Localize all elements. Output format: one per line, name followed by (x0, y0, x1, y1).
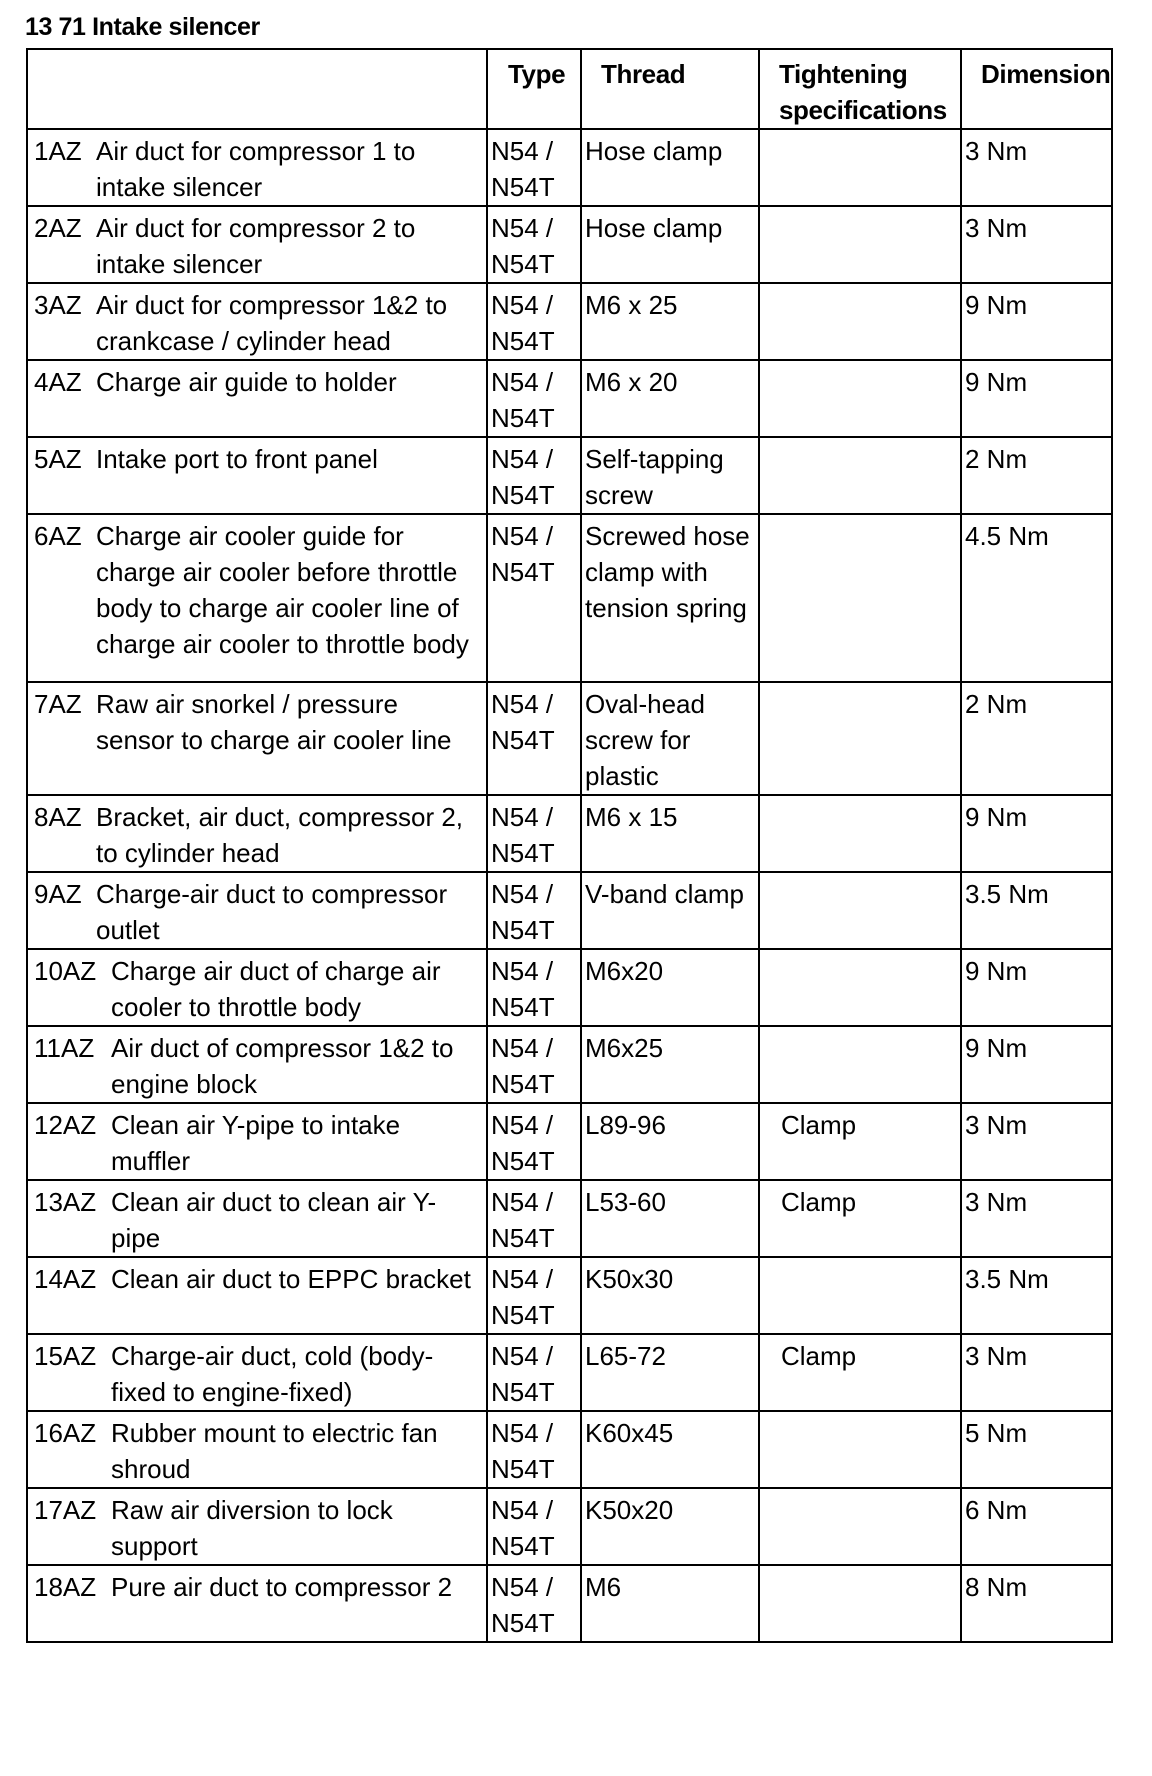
thread-cell: M6 x 25 (581, 283, 759, 360)
tightening-cell (759, 514, 961, 682)
description-cell (27, 283, 487, 360)
type-cell: N54 / N54T (487, 1334, 581, 1411)
dimension-cell: 8 Nm (961, 1565, 1112, 1642)
dimension-cell: 9 Nm (961, 360, 1112, 437)
table-row (27, 283, 1112, 360)
tightening-cell (759, 1565, 961, 1642)
item-description: Charge-air duct to compressor outlet (96, 879, 448, 945)
description-cell (27, 514, 487, 682)
table-row (27, 949, 1112, 1026)
item-ref: 1AZ (34, 136, 82, 166)
type-cell: N54 / N54T (487, 1180, 581, 1257)
type-cell: N54 / N54T (487, 514, 581, 682)
tightening-cell (759, 206, 961, 283)
type-cell: N54 / N54T (487, 795, 581, 872)
description-cell (27, 1026, 487, 1103)
description-cell (27, 1488, 487, 1565)
type-cell: N54 / N54T (487, 1488, 581, 1565)
item-ref: 9AZ (34, 879, 82, 909)
item-description: Air duct for compressor 1&2 to crankcase / cylinder head (96, 290, 448, 356)
item-description: Pure air duct to compressor 2 (111, 1572, 453, 1602)
header-type: Type (487, 49, 581, 129)
item-description: Air duct for compressor 2 to intake silencer (96, 213, 416, 279)
tightening-cell (759, 283, 961, 360)
item-ref: 6AZ (34, 521, 82, 551)
dimension-cell: 9 Nm (961, 795, 1112, 872)
dimension-cell: 3.5 Nm (961, 872, 1112, 949)
tightening-cell (759, 1103, 961, 1180)
dimension-cell: 3 Nm (961, 206, 1112, 283)
tightening-cell (759, 129, 961, 206)
header-description (27, 49, 487, 129)
dimension-cell: 5 Nm (961, 1411, 1112, 1488)
tightening-cell (759, 1257, 961, 1334)
dimension-cell: 3.5 Nm (961, 1257, 1112, 1334)
table-row (27, 1103, 1112, 1180)
description-cell (27, 682, 487, 795)
item-description: Rubber mount to electric fan shroud (111, 1418, 438, 1484)
item-ref: 17AZ (34, 1495, 97, 1525)
tightening-cell (759, 1026, 961, 1103)
tightening-cell (759, 1180, 961, 1257)
item-description: Charge-air duct, cold (body-fixed to engine-fixed) (111, 1341, 434, 1407)
thread-cell: K50x20 (581, 1488, 759, 1565)
thread-cell: Oval-head screw for plastic (581, 682, 759, 795)
item-ref: 3AZ (34, 290, 82, 320)
dimension-cell: 3 Nm (961, 129, 1112, 206)
thread-cell: M6 x 20 (581, 360, 759, 437)
type-cell: N54 / N54T (487, 129, 581, 206)
description-cell (27, 437, 487, 514)
thread-cell: L65-72 (581, 1334, 759, 1411)
table-row (27, 514, 1112, 682)
type-cell: N54 / N54T (487, 1103, 581, 1180)
table-row (27, 1026, 1112, 1103)
description-cell (27, 1334, 487, 1411)
table-row (27, 1257, 1112, 1334)
thread-cell: M6 x 15 (581, 795, 759, 872)
tightening-cell (759, 1334, 961, 1411)
type-cell: N54 / N54T (487, 283, 581, 360)
torque-spec-table (26, 48, 1113, 1643)
type-cell: N54 / N54T (487, 1026, 581, 1103)
item-description: Air duct for compressor 1 to intake silencer (96, 136, 416, 202)
dimension-cell: 9 Nm (961, 949, 1112, 1026)
tightening-cell (759, 949, 961, 1026)
type-cell: N54 / N54T (487, 1565, 581, 1642)
description-cell (27, 1565, 487, 1642)
type-cell: N54 / N54T (487, 1257, 581, 1334)
description-cell (27, 206, 487, 283)
description-cell (27, 1103, 487, 1180)
description-cell (27, 795, 487, 872)
type-cell: N54 / N54T (487, 949, 581, 1026)
header-dimension: Dimension (961, 49, 1112, 129)
item-ref: 12AZ (34, 1110, 97, 1140)
item-ref: 5AZ (34, 444, 82, 474)
item-description: Bracket, air duct, compressor 2, to cylinder head (96, 802, 464, 868)
item-ref: 7AZ (34, 689, 82, 719)
thread-cell: K60x45 (581, 1411, 759, 1488)
item-ref: 10AZ (34, 956, 97, 986)
item-ref: 14AZ (34, 1264, 97, 1294)
dimension-cell: 2 Nm (961, 682, 1112, 795)
thread-cell: Self-tapping screw (581, 437, 759, 514)
item-description: Raw air snorkel / pressure sensor to charge air cooler line (96, 689, 452, 755)
item-description: Raw air diversion to lock support (111, 1495, 393, 1561)
header-thread: Thread (581, 49, 759, 129)
thread-cell: Hose clamp (581, 206, 759, 283)
dimension-cell: 6 Nm (961, 1488, 1112, 1565)
item-ref: 15AZ (34, 1341, 97, 1371)
dimension-cell: 3 Nm (961, 1334, 1112, 1411)
item-ref: 4AZ (34, 367, 82, 397)
description-cell (27, 1411, 487, 1488)
type-cell: N54 / N54T (487, 206, 581, 283)
tightening-value: Clamp (781, 1110, 857, 1140)
table-row (27, 1411, 1112, 1488)
dimension-cell: 4.5 Nm (961, 514, 1112, 682)
tightening-value: Clamp (781, 1341, 857, 1371)
type-cell: N54 / N54T (487, 360, 581, 437)
table-row (27, 437, 1112, 514)
thread-cell: K50x30 (581, 1257, 759, 1334)
table-row (27, 1565, 1112, 1642)
item-description: Charge air guide to holder (96, 367, 397, 397)
tightening-cell (759, 795, 961, 872)
thread-cell: M6x25 (581, 1026, 759, 1103)
table-row (27, 682, 1112, 795)
table-row (27, 795, 1112, 872)
type-cell: N54 / N54T (487, 872, 581, 949)
table-header-row (27, 49, 1112, 129)
description-cell (27, 872, 487, 949)
tightening-cell (759, 360, 961, 437)
description-cell (27, 360, 487, 437)
item-ref: 18AZ (34, 1572, 97, 1602)
item-description: Charge air duct of charge air cooler to throttle body (111, 956, 441, 1022)
dimension-cell: 9 Nm (961, 283, 1112, 360)
tightening-cell (759, 872, 961, 949)
type-cell: N54 / N54T (487, 1411, 581, 1488)
item-description: Charge air cooler guide for charge air cooler before throttle body to charge air cooler line of charge air cooler to throttle body (96, 521, 469, 659)
item-description: Clean air duct to clean air Y-pipe (111, 1187, 437, 1253)
description-cell (27, 1180, 487, 1257)
thread-cell: M6 (581, 1565, 759, 1642)
type-cell: N54 / N54T (487, 682, 581, 795)
thread-cell: Screwed hose clamp with tension spring (581, 514, 759, 682)
thread-cell: L89-96 (581, 1103, 759, 1180)
item-ref: 2AZ (34, 213, 82, 243)
table-body (27, 129, 1112, 1642)
header-tightening: Tightening specifications (759, 49, 961, 129)
item-description: Clean air duct to EPPC bracket (111, 1264, 471, 1294)
dimension-cell: 3 Nm (961, 1103, 1112, 1180)
dimension-cell: 2 Nm (961, 437, 1112, 514)
type-cell: N54 / N54T (487, 437, 581, 514)
table-row (27, 206, 1112, 283)
item-ref: 16AZ (34, 1418, 97, 1448)
item-ref: 13AZ (34, 1187, 97, 1217)
thread-cell: Hose clamp (581, 129, 759, 206)
item-description: Air duct of compressor 1&2 to engine block (111, 1033, 454, 1099)
tightening-cell (759, 437, 961, 514)
tightening-cell (759, 1488, 961, 1565)
thread-cell: V-band clamp (581, 872, 759, 949)
tightening-cell (759, 682, 961, 795)
table-row (27, 1180, 1112, 1257)
thread-cell: L53-60 (581, 1180, 759, 1257)
tightening-value: Clamp (781, 1187, 857, 1217)
item-description: Clean air Y-pipe to intake muffler (111, 1110, 401, 1176)
dimension-cell: 3 Nm (961, 1180, 1112, 1257)
item-description: Intake port to front panel (96, 444, 378, 474)
item-ref: 11AZ (34, 1033, 95, 1063)
table-row (27, 129, 1112, 206)
thread-cell: M6x20 (581, 949, 759, 1026)
table-row (27, 360, 1112, 437)
table-row (27, 1488, 1112, 1565)
table-row (27, 872, 1112, 949)
table-row (27, 1334, 1112, 1411)
tightening-cell (759, 1411, 961, 1488)
description-cell (27, 1257, 487, 1334)
page-title: 13 71 Intake silencer (25, 13, 260, 41)
item-ref: 8AZ (34, 802, 82, 832)
dimension-cell: 9 Nm (961, 1026, 1112, 1103)
description-cell (27, 949, 487, 1026)
description-cell (27, 129, 487, 206)
